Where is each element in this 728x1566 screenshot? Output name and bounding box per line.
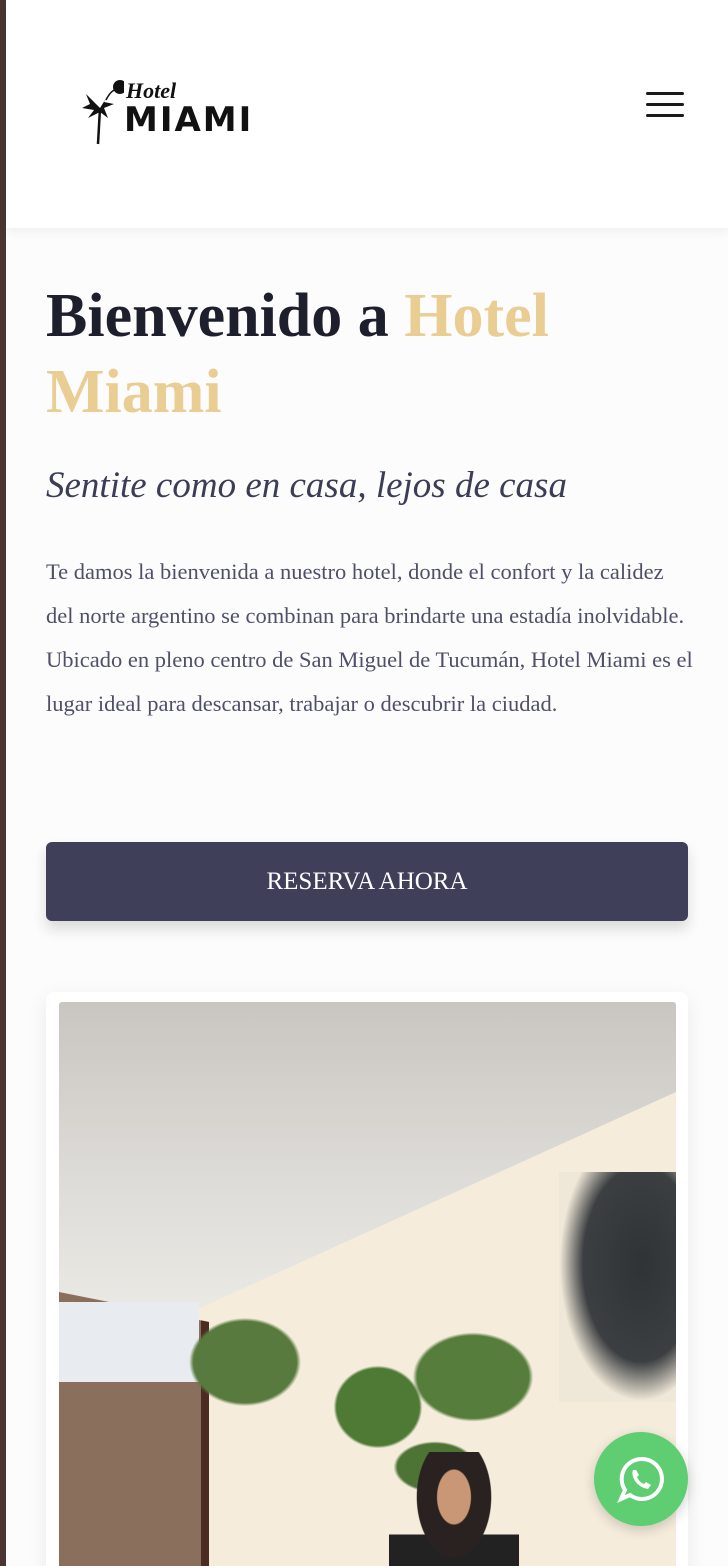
whatsapp-button[interactable] [594, 1432, 688, 1526]
photo-person [389, 1452, 519, 1566]
whatsapp-icon [616, 1454, 666, 1504]
subtitle: Sentite como en casa, lejos de casa [46, 465, 567, 506]
hero-section [6, 228, 728, 1566]
photo-artwork [559, 1172, 676, 1402]
hamburger-icon [646, 92, 684, 95]
hotel-lobby-photo [59, 1002, 676, 1566]
hamburger-line [646, 103, 684, 106]
hotel-photo-card [46, 992, 688, 1566]
palm-flower-icon [80, 78, 124, 146]
page-title [46, 278, 686, 430]
title-prefix: Bienvenido a [46, 282, 405, 350]
hamburger-line [646, 114, 684, 117]
logo-name-text: MIAMI [124, 100, 254, 140]
site-header [6, 0, 728, 228]
intro-paragraph: Te damos la bienvenida a nuestro hotel, donde el confort y la calidez del norte argentino se combinan para brindarte una estadía inolvidable. Ubicado en pleno centro de San Miguel de Tucumán, Hotel Miami es el lugar ideal para descansar, trabajar o descubrir la ciudad. [46, 559, 693, 716]
title-accent: Hotel Miami [46, 282, 549, 426]
hotel-logo[interactable] [80, 78, 270, 146]
logo-script-text: Hotel [126, 78, 177, 103]
reserve-now-button[interactable]: RESERVA AHORA [46, 842, 688, 921]
hamburger-menu-button[interactable] [646, 92, 684, 124]
